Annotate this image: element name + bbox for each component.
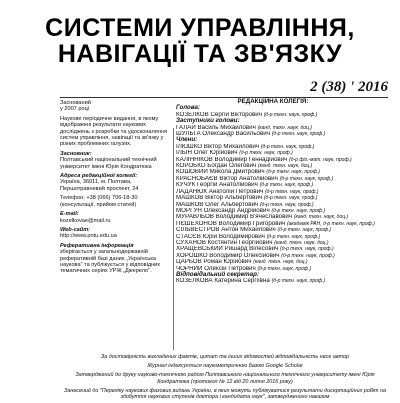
member-name: ГАЛАЙ Василь Михайлович (176, 124, 256, 131)
website-link[interactable]: http://www.pntu.edu.ua (60, 233, 117, 240)
member-regalia: (д-р техн. наук, проф.) (277, 227, 332, 234)
member-regalia: (д-р техн. наук, проф.) (260, 143, 315, 150)
member-regalia: (д-р техн. наук, проф.) (266, 169, 320, 176)
member-regalia: (д-р техн. наук, проф.) (239, 150, 293, 157)
member-regalia: (д-р техн. наук, проф.) (260, 201, 314, 208)
journal-title-line-1: СИСТЕМИ УПРАВЛІННЯ, (45, 14, 355, 42)
member-regalia: (д-р техн. наук, проф.) (271, 207, 326, 214)
email-link[interactable]: kozelkovae@mail.ru (60, 217, 111, 224)
deputies-label: Заступники голови: (176, 117, 240, 125)
member-name: КАЛІННІКОВ Володимир Геннадійович (176, 156, 288, 163)
member-regalia: (д-р техн. наук, проф.) (281, 252, 335, 259)
issue-number: 2 (38) ' 2016 (310, 79, 388, 95)
member-name: КУЧУК Георгій Анатолійович (176, 182, 258, 189)
journal-title-line-2: НАВІГАЦІЇ ТА ЗВ'ЯЗКУ (57, 40, 343, 68)
member-regalia: (канд. техн. наук, доц.) (274, 239, 329, 246)
member-regalia: (д-р техн. наук, проф.) (280, 246, 334, 253)
member-regalia: (канд. техн. наук, доц.) (293, 214, 349, 221)
member-name: ІЛЬЇН Олег Юрійович (176, 150, 238, 157)
member-name: СУХАНОВ Костянтин Георгійович (176, 239, 273, 246)
member-name: ШУЛЬГА Олександр Васильович (176, 131, 270, 138)
member-regalia: (д-р техн. наук, проф.) (257, 265, 312, 272)
address-label: Адреса редакційної колегії: (60, 173, 138, 180)
website-label: Web-сайт: (60, 226, 91, 233)
member-regalia: (д-р техн. наук, проф.) (263, 195, 318, 202)
member-name: МУРАВЛЬОВ Володимир В'ячеславович (176, 214, 293, 221)
footer-note-registry: Занесений до "Переліку наукових фахових видань України, в яких можуть публікуватися результати дисертаційних робіт на здобуття наукових ступенів доктора і кандидата наук", затвердженого наказом (64, 387, 386, 401)
member-name: КРАСНОБАЄВ Віктор Анатолійович (176, 175, 278, 182)
member-regalia: (д-р техн. наук, проф.) (264, 188, 319, 195)
founder-label: Засновник: (60, 150, 92, 157)
member-name: МАШКОВ Олег Альбертович (176, 201, 259, 208)
member-name: ЦАРЬОВ Роман Юрійович (176, 259, 252, 266)
abstract-info-text: зберігається у загальнодержавній реферативній базі даних „Українська наукова" та публікується у відповідних тематичних серіях УРЖ „Джерело". (60, 249, 161, 275)
phone-text: Телефон: +38 (066) 706-18-30 (консультації, прийом статей) (60, 195, 138, 208)
footer-note-approval: Затверджений до друку науково-технічною радою Полтавського національного технічного університету імені Юрія Кондратюка (протокол № 12 від 20 липня 2016 року) (75, 372, 375, 385)
journal-description: Наукове періодичне видання, в якому відображені результати наукових досліджень з розробки та удосконалення систем управління, навігації та зв'язку у різних проблемних галузях. (60, 115, 168, 148)
editorial-board (176, 99, 390, 285)
member-regalia: (д-р техн. наук, проф.) (266, 233, 321, 240)
member-name: ЛАДАНЮК Анатолій Петрович (176, 188, 264, 195)
member-regalia: (канд. техн. наук, доц.) (258, 163, 313, 170)
journal-info-column (60, 100, 172, 275)
column-divider (173, 128, 174, 350)
abstract-info-label: Реферативна інформація (60, 242, 134, 249)
member-name: МАШКОВ Віктор Альбертович (176, 195, 263, 202)
email-label: E-mail: (60, 211, 79, 218)
members-label: Члени: (176, 136, 198, 144)
member-regalia: (д-р техн. наук, проф.) (271, 131, 326, 138)
member-name: ЧОРНИЙ Олексій Петрович (176, 265, 256, 272)
member-regalia: (д-р техн. наук, проф.) (279, 175, 334, 182)
member-name: ХОРОШКО Володимир Олексійович (176, 252, 280, 259)
board-member: КОЗЕЛКОВА Катерина Сергіївна (д-р техн. наук, проф.) (176, 278, 326, 285)
footer-note-responsibility: За достовірність викладених фактів, цитат та інших відомостей відповідальність несе автор (100, 354, 350, 360)
member-regalia: (канд. техн. наук, доц.) (253, 259, 308, 266)
member-regalia: (академік РАН, д-р техн. наук, проф.) (286, 220, 375, 227)
member-regalia: (канд. техн. наук, доц.) (257, 124, 312, 131)
member-name: ІЛЮШКО Віктор Михайлович (176, 143, 260, 150)
member-name: КОШОВИЙ Микола Дмитрович (176, 169, 265, 176)
editorial-board-heading: РЕДАКЦІЙНА КОЛЕГІЯ: (237, 98, 309, 105)
footer-notes (60, 354, 390, 403)
founded-year: Заснований у 2007 році (60, 100, 91, 113)
board-member: КОЗЕЛКОВ Сергій Вікторович (д-р техн. наук, проф.) (176, 111, 318, 118)
member-regalia: (д-р фіз.-мат. наук, проф.) (289, 156, 352, 163)
member-name: СТАСЄВ Юрій Володимирович (176, 233, 265, 240)
founder-text: Полтавський національний технічний університет імені Юрія Кондратюка (60, 157, 157, 170)
member-name: СІЛЬВЕСТРОВ Антон Михайлович (176, 227, 276, 234)
address-text: Україна, 36011, м. Полтава, Першотравневий проспект, 24 (60, 179, 139, 192)
chair-label: Голова: (176, 104, 200, 112)
secretary-label: Відповідальний секретар: (176, 270, 259, 278)
member-name: МОРГУН Олександр Андрійович (176, 207, 270, 214)
member-regalia: (д-р техн. наук, проф.) (259, 182, 314, 189)
footer-note-indexing: Журнал індексується наукометричною базою Google Scholar (147, 363, 303, 370)
header-divider (60, 97, 388, 98)
member-name: КОРОБКО Богдан Олегович (176, 163, 257, 170)
member-name: ХРАЩЕВСЬКИЙ Ришард Вілесович (176, 246, 279, 253)
member-name: ПЄШЕХОНОВ Володимир Григорович (176, 220, 286, 227)
